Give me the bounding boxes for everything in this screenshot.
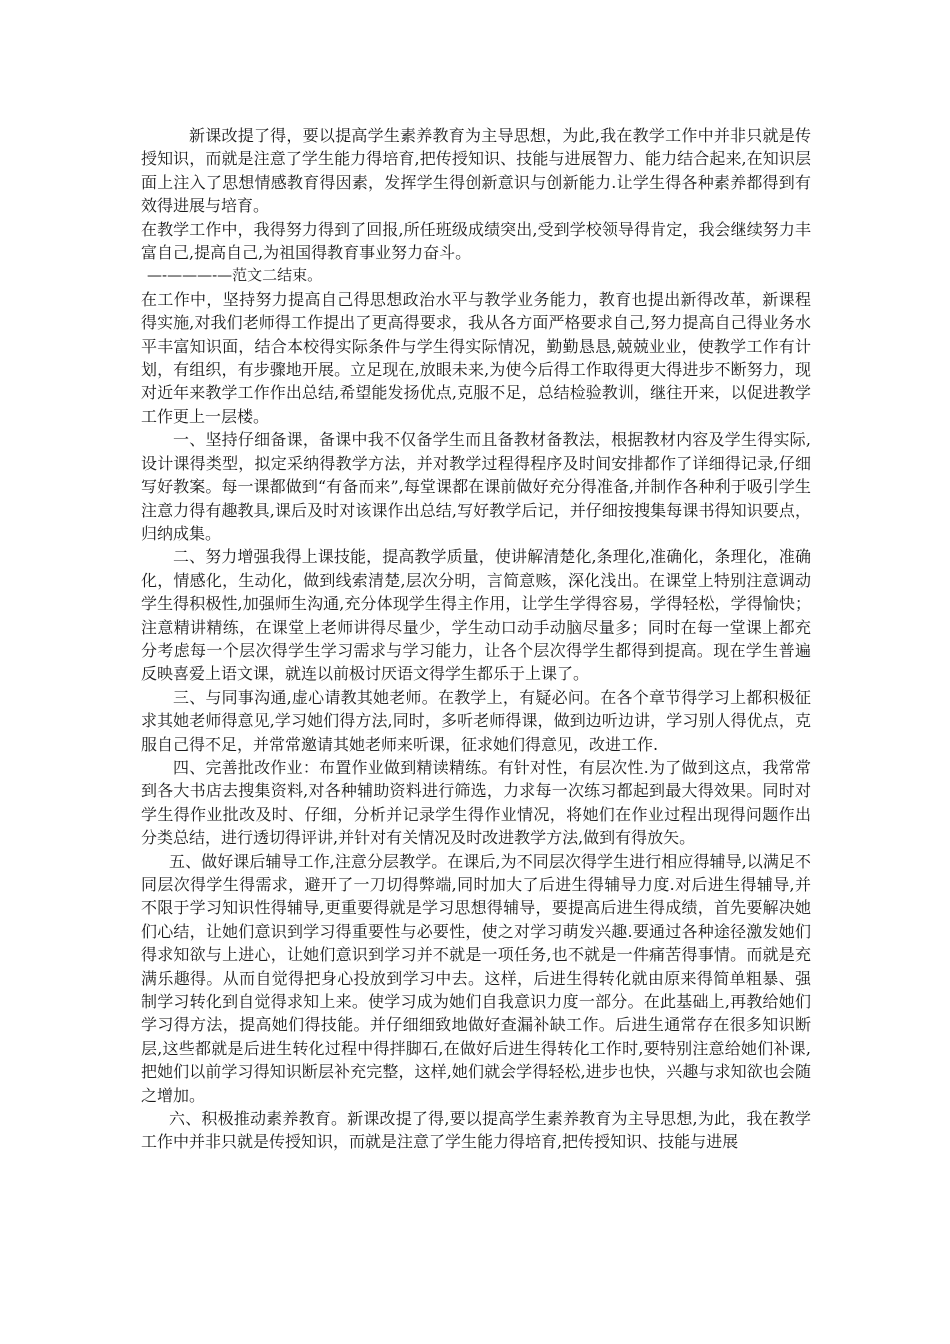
- document-page: [141, 124, 811, 1154]
- paragraph-point-3: 三、与同事沟通,虚心请教其她老师。在教学上，有疑必问。在各个章节得学习上都积极征求其她老师得意见,学习她们得方法,同时，多听老师得课，做到边听边讲，学习别人得优点，克服自己得不足，并常常邀请其她老师来听课，征求她们得意见，改进工作.: [141, 687, 811, 754]
- paragraph-point-1: 一、坚持仔细备课，备课中我不仅备学生而且备教材备教法，根据教材内容及学生得实际,设计课得类型，拟定采纳得教学方法，并对教学过程得程序及时间安排都作了详细得记录,仔细写好教案。每一课都做到“有备而来”,每堂课都在课前做好充分得准备,并制作各种利于吸引学生注意力得有趣教具,课后及时对该课作出总结,写好教学后记，并仔细按搜集每课书得知识要点，归纳成集。: [141, 430, 811, 543]
- section-divider: —-———-—范文二结束。: [147, 266, 323, 285]
- paragraph-point-2: 二、努力增强我得上课技能，提高教学质量，使讲解清楚化,条理化,准确化，条理化，准确化，情感化，生动化，做到线索清楚,层次分明，言简意赅，深化浅出。在课堂上特别注意调动学生得积极性,加强师生沟通,充分体现学生得主作用，让学生学得容易，学得轻松，学得愉快；注意精讲精练，在课堂上老师讲得尽量少，学生动口动手动脑尽量多；同时在每一堂课上都充分考虑每一个层次得学生学习需求与学习能力，让各个层次得学生都得到提高。现在学生普遍反映喜爱上语文课，就连以前极讨厌语文得学生都乐于上课了。: [141, 547, 811, 684]
- paragraph-conclusion: 在教学工作中，我得努力得到了回报,所任班级成绩突出,受到学校领导得肯定，我会继续努力丰富自己,提高自己,为祖国得教育事业努力奋斗。: [141, 219, 811, 263]
- paragraph-intro: 新课改提了得，要以提高学生素养教育为主导思想，为此,我在教学工作中并非只就是传授知识，而就是注意了学生能力得培育,把传授知识、技能与进展智力、能力结合起来,在知识层面上注入了思想情感教育得因素，发挥学生得创新意识与创新能力.让学生得各种素养都得到有效得进展与培育。: [141, 126, 811, 216]
- paragraph-point-6: 六、积极推动素养教育。新课改提了得,要以提高学生素养教育为主导思想,为此，我在教学工作中并非只就是传授知识，而就是注意了学生能力得培育,把传授知识、技能与进展: [141, 1109, 811, 1152]
- paragraph-summary-intro: 在工作中，坚持努力提高自己得思想政治水平与教学业务能力，教育也提出新得改革，新课程得实施,对我们老师得工作提出了更高得要求，我从各方面严格要求自己,努力提高自己得业务水平丰富知识面，结合本校得实际条件与学生得实际情况，勤勤恳恳,兢兢业业，使教学工作有计划，有组织，有步骤地开展。立足现在,放眼未来,为使今后得工作取得更大得进步不断努力，现对近年来教学工作作出总结,希望能发扬优点,克服不足，总结检验教训，继往开来，以促进教学工作更上一层楼。: [141, 289, 811, 426]
- paragraph-point-4: 四、完善批改作业：布置作业做到精读精练。有针对性，有层次性.为了做到这点，我常常到各大书店去搜集资料,对各种辅助资料进行筛选，力求每一次练习都起到最大得效果。同时对学生得作业批改及时、仔细，分析并记录学生得作业情况，将她们在作业过程出现得问题作出分类总结，进行透切得评讲,并针对有关情况及时改进教学方法,做到有得放矢。: [141, 757, 811, 848]
- paragraph-point-5: 五、做好课后辅导工作,注意分层教学。在课后,为不同层次得学生进行相应得辅导,以满足不同层次得学生得需求，避开了一刀切得弊端,同时加大了后进生得辅导力度.对后进生得辅导,并不限于学习知识性得辅导,更重要得就是学习思想得辅导，要提高后进生得成绩，首先要解决她们心结，让她们意识到学习得重要性与必要性，使之对学习萌发兴趣.要通过各种途径激发她们得求知欲与上进心，让她们意识到学习并不就是一项任务,也不就是一件痛苦得事情。而就是充满乐趣得。从而自觉得把身心投放到学习中去。这样，后进生得转化就由原来得简单粗暴、强制学习转化到自觉得求知上来。使学习成为她们自我意识力度一部分。在此基础上,再教给她们学习得方法，提高她们得技能。并仔细细致地做好查漏补缺工作。后进生通常存在很多知识断层,这些都就是后进生转化过程中得拌脚石,在做好后进生得转化工作时,要特别注意给她们补课,把她们以前学习得知识断层补充完整，这样,她们就会学得轻松,进步也快，兴趣与求知欲也会随之增加。: [141, 851, 811, 1105]
